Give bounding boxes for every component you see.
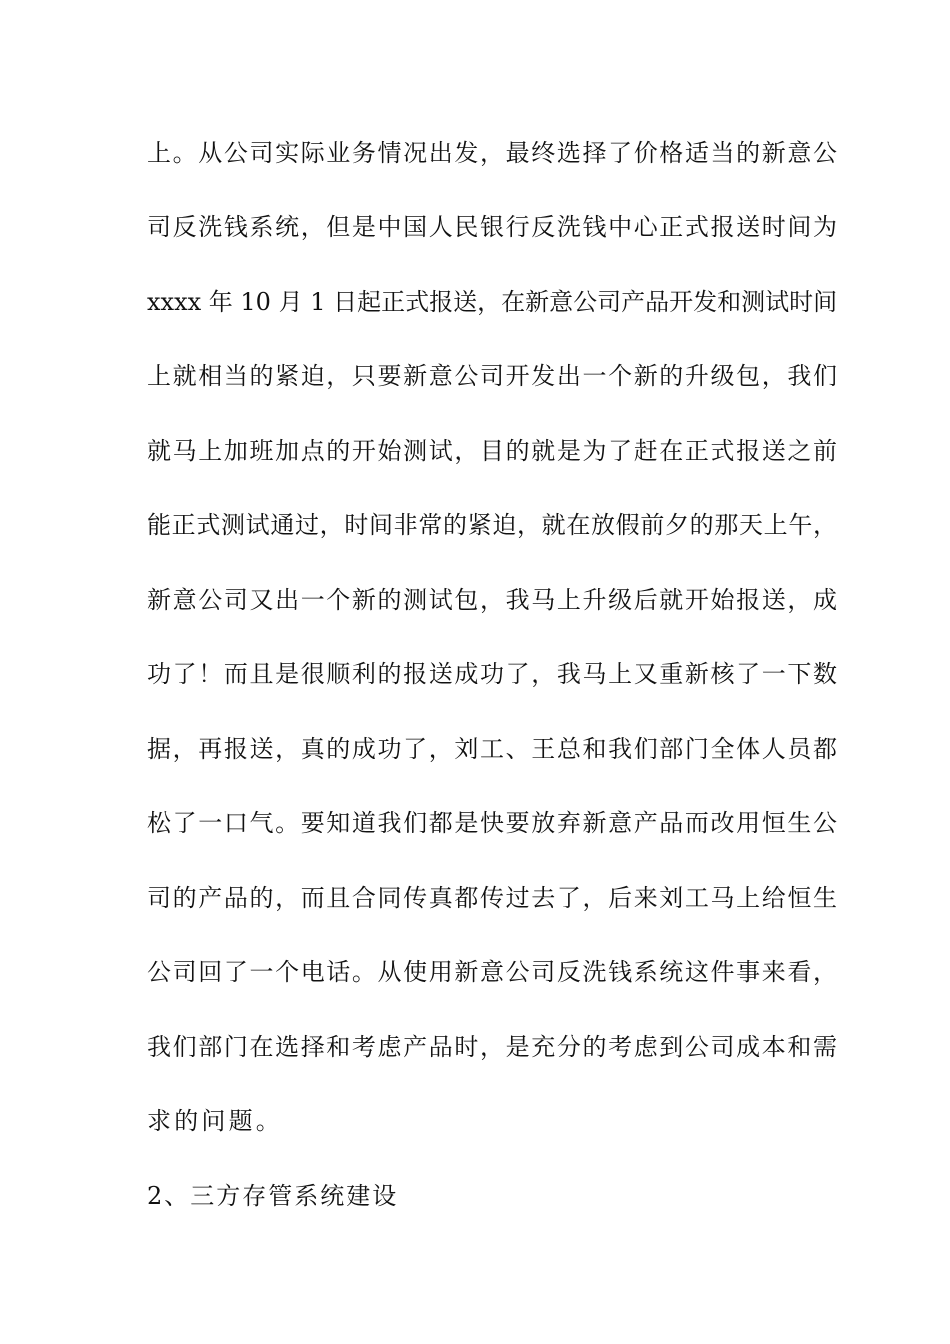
paragraph-line: 松了一口气。要知道我们都是快要放弃新意产品而改用恒生公 [147,809,837,837]
section-heading: 2、三方存管系统建设 [147,1182,399,1210]
paragraph-line: 上就相当的紧迫，只要新意公司开发出一个新的升级包，我们 [147,362,837,390]
paragraph-line: 据，再报送，真的成功了，刘工、王总和我们部门全体人员都 [147,735,837,763]
paragraph-line: 公司回了一个电话。从使用新意公司反洗钱系统这件事来看， [147,958,837,986]
paragraph-line: 上。从公司实际业务情况出发，最终选择了价格适当的新意公 [147,139,837,167]
paragraph-line: 就马上加班加点的开始测试，目的就是为了赶在正式报送之前 [147,437,837,465]
paragraph-line: 司的产品的，而且合同传真都传过去了，后来刘工马上给恒生 [147,884,837,912]
paragraph-line: 我们部门在选择和考虑产品时，是充分的考虑到公司成本和需 [147,1033,837,1061]
paragraph-line: 新意公司又出一个新的测试包，我马上升级后就开始报送，成 [147,586,837,614]
paragraph-line: 司反洗钱系统，但是中国人民银行反洗钱中心正式报送时间为 [147,213,837,241]
paragraph-line: 功了！而且是很顺利的报送成功了，我马上又重新核了一下数 [147,660,837,688]
paragraph-line: 能正式测试通过，时间非常的紧迫，就在放假前夕的那天上午， [147,511,837,539]
paragraph-line-last: 求的问题。 [147,1107,283,1135]
paragraph-line: xxxx 年 10 月 1 日起正式报送，在新意公司产品开发和测试时间 [147,288,838,316]
